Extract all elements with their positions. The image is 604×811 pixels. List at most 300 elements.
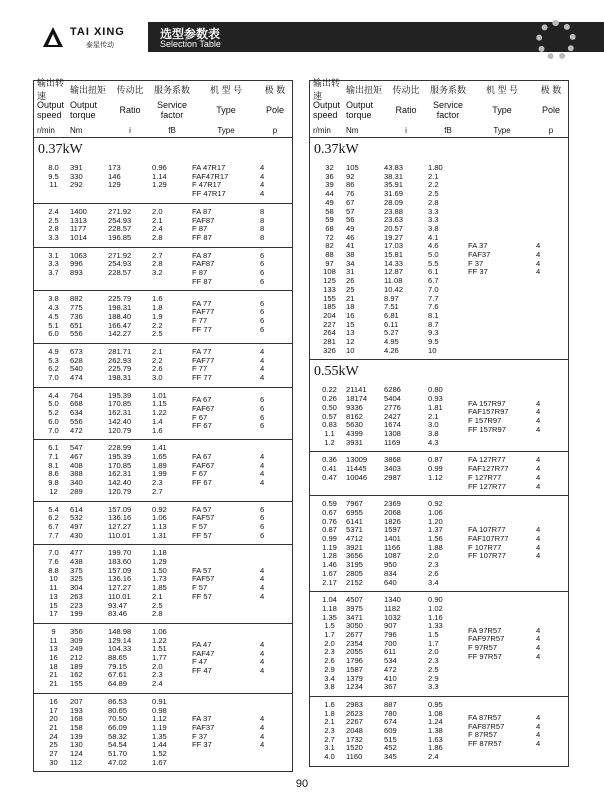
table-cell: 1.65	[152, 451, 167, 461]
table-row	[34, 759, 192, 768]
table-cell: 158	[70, 722, 83, 732]
table-cell: 408	[70, 460, 83, 470]
pole-cell: 6	[260, 504, 265, 514]
table-cell: 391	[70, 163, 83, 172]
type-cell: FF 77	[192, 373, 212, 383]
table-cell: 6.2	[48, 513, 59, 523]
table-cell: 477	[70, 548, 83, 558]
table-cell: 28.09	[384, 197, 404, 207]
table-cell: 262.93	[108, 355, 132, 365]
table-cell: 0.90	[428, 595, 443, 605]
table-cell: 2.1	[152, 346, 163, 356]
table-cell: 2.1	[428, 171, 439, 181]
table-cell: 11	[49, 583, 58, 593]
table-cell: 105	[346, 163, 359, 172]
table-cell: 2048	[346, 726, 363, 736]
pole-cell: 4	[536, 625, 541, 635]
table-cell: 271.92	[108, 250, 132, 260]
pole-cell: 4	[260, 451, 265, 461]
table-cell: 2.1	[324, 717, 335, 727]
table-cell: 21141	[346, 385, 367, 395]
pole-cell: 4	[536, 464, 541, 474]
table-cell: 3.1	[324, 743, 335, 753]
table-cell: 1826	[384, 516, 401, 526]
page-title-cn: 选型参数表	[160, 27, 221, 41]
table-cell: 1379	[346, 673, 363, 683]
table-cell: 8162	[346, 411, 363, 421]
column-header: 输出转速	[37, 78, 65, 101]
pole-cell: 4	[536, 424, 541, 434]
table-cell: 18	[346, 302, 355, 312]
column-header: fB	[168, 125, 176, 135]
table-cell: 11	[49, 180, 58, 190]
table-cell: 8.8	[48, 565, 59, 575]
row-group	[34, 291, 292, 344]
table-cell: 133	[323, 284, 336, 294]
type-cell: F 77	[192, 364, 208, 374]
table-cell: 3195	[346, 560, 363, 570]
table-cell: 356	[70, 626, 83, 636]
table-cell: 0.96	[152, 163, 167, 172]
type-cell: FA 87	[192, 250, 212, 260]
table-cell: 4.3	[428, 437, 439, 447]
table-cell: 2.5	[152, 600, 163, 610]
table-cell: 76	[346, 189, 355, 199]
pole-cell: 4	[260, 574, 265, 584]
table-cell: 173	[108, 163, 121, 172]
table-cell: 5.3	[48, 355, 59, 365]
table-cell: 18174	[346, 394, 368, 404]
table-cell: 6.1	[428, 267, 439, 277]
group-rows	[34, 164, 192, 199]
table-cell: 0.36	[322, 455, 337, 465]
table-cell: 289	[70, 486, 83, 496]
table-cell: 1.41	[152, 443, 167, 453]
table-cell: 10.42	[384, 284, 404, 294]
type-row	[192, 234, 290, 243]
table-cell: 199.70	[108, 548, 132, 558]
table-cell: 1.44	[152, 740, 167, 750]
group-rows	[34, 444, 192, 496]
section-heading: 0.55kW	[314, 364, 359, 380]
table-cell: 340	[70, 478, 83, 488]
table-cell: 11	[49, 635, 58, 645]
table-row	[34, 680, 192, 689]
table-cell: 157.09	[108, 565, 132, 575]
table-cell: 32	[325, 163, 334, 172]
table-cell: 21	[49, 722, 58, 732]
table-cell: 2.1	[152, 591, 163, 601]
table-cell: 1.9	[152, 311, 163, 321]
type-block	[468, 456, 566, 491]
table-cell: 35.91	[384, 180, 404, 190]
table-cell: 34	[346, 258, 355, 268]
table-cell: 2267	[346, 717, 363, 727]
pole-cell: 4	[260, 565, 265, 575]
table-cell: 2677	[346, 630, 363, 640]
pole-cell: 4	[536, 250, 541, 260]
pole-cell: 4	[260, 364, 265, 374]
column-header: i	[129, 125, 131, 135]
type-cell: FA 47R17	[192, 163, 226, 172]
table-cell: 2.7	[324, 734, 335, 744]
table-cell: 129.14	[108, 635, 132, 645]
table-cell: 4.5	[48, 311, 59, 321]
column-header: Service factor	[156, 100, 187, 120]
table-cell: 11.08	[384, 276, 403, 286]
table-cell: 2.2	[428, 180, 439, 190]
table-cell: 49	[325, 197, 334, 207]
column-header: 机 型 号	[209, 84, 242, 95]
table-cell: 3.7	[48, 268, 59, 278]
table-cell: 9	[51, 626, 56, 636]
table-cell: 1.24	[428, 717, 443, 727]
group-rows	[34, 698, 192, 768]
type-cell: FAF87	[192, 215, 215, 225]
pole-cell: 8	[260, 215, 265, 225]
pole-cell: 4	[260, 469, 265, 479]
table-cell: 556	[70, 329, 83, 339]
table-cell: 2.3	[152, 670, 163, 680]
table-cell: 2.4	[428, 752, 439, 762]
table-cell: 2.7	[152, 250, 163, 260]
row-group	[34, 502, 292, 546]
table-cell: 4507	[346, 595, 363, 605]
column-header: Ratio	[119, 105, 141, 115]
pole-cell: 6	[260, 324, 265, 334]
table-cell: 93.47	[108, 600, 128, 610]
table-cell: 5630	[346, 420, 363, 430]
table-cell: 30	[49, 757, 58, 767]
pole-cell: 4	[536, 267, 541, 277]
table-cell: 2.1	[428, 411, 439, 421]
table-cell: 1182	[384, 603, 401, 613]
group-rows	[310, 386, 468, 447]
pole-cell: 4	[536, 525, 541, 535]
table-cell: 67	[346, 197, 355, 207]
table-cell: 1.29	[152, 180, 167, 190]
table-cell: 142.40	[108, 416, 132, 426]
type-cell: FA 57	[192, 565, 212, 575]
table-cell: 497	[70, 521, 83, 531]
table-cell: 4.95	[384, 337, 399, 347]
table-cell: 2.3	[428, 656, 439, 666]
table-cell: 58	[325, 206, 334, 216]
table-cell: 21	[49, 679, 58, 689]
group-rows	[34, 549, 192, 619]
type-cell: FAF77	[192, 307, 215, 317]
table-cell: 1169	[384, 437, 401, 447]
type-row	[192, 479, 290, 488]
table-cell: 2.9	[324, 664, 335, 674]
table-cell: 668	[70, 399, 83, 409]
table-cell: 7.7	[428, 293, 439, 303]
type-cell: FAF57	[192, 513, 215, 523]
table-cell: 199	[70, 609, 83, 619]
group-rows	[34, 348, 192, 383]
table-cell: 0.41	[322, 464, 337, 474]
table-cell: 8.0	[48, 163, 59, 172]
table-cell: 72	[325, 232, 334, 242]
table-cell: 2.8	[152, 609, 163, 619]
table-cell: 127.27	[108, 583, 132, 593]
table-row	[310, 579, 468, 588]
pole-cell: 4	[536, 398, 541, 408]
type-row	[192, 667, 290, 676]
type-cell: FA 37	[192, 714, 212, 724]
table-cell: 39	[325, 180, 334, 190]
table-cell: 64.89	[108, 679, 128, 689]
table-cell: 7.1	[48, 451, 59, 461]
table-cell: 1087	[384, 551, 401, 561]
pole-cell: 4	[260, 180, 265, 190]
table-cell: 1.50	[152, 565, 167, 575]
table-cell: 11445	[346, 464, 367, 474]
table-cell: 1400	[70, 206, 87, 216]
type-row	[192, 326, 290, 335]
column-header: 输出扭矩	[346, 84, 383, 95]
table-cell: 1.22	[152, 408, 167, 418]
row-group	[310, 496, 568, 592]
type-cell: F 157R97	[468, 415, 502, 425]
table-cell: 3921	[346, 542, 363, 552]
table-cell: 148.98	[108, 626, 132, 636]
table-cell: 2.6	[428, 568, 439, 578]
table-cell: 1.4	[152, 416, 163, 426]
table-cell: 188.40	[108, 311, 132, 321]
table-cell: 8.1	[48, 460, 59, 470]
table-cell: 3.8	[48, 294, 59, 304]
table-cell: 736	[70, 311, 83, 321]
type-cell: F 57	[192, 521, 208, 531]
table-cell: 907	[384, 621, 397, 631]
table-cell: 6141	[346, 516, 363, 526]
type-cell: FA 47	[192, 639, 212, 649]
row-group	[34, 624, 292, 694]
table-cell: 4.26	[384, 345, 399, 355]
table-cell: 540	[70, 364, 83, 374]
table-cell: 1.6	[152, 425, 163, 435]
type-cell: F 77	[192, 316, 208, 326]
table-cell: 1160	[346, 752, 363, 762]
table-cell: 44	[325, 189, 334, 199]
table-cell: 5404	[384, 394, 401, 404]
table-cell: 0.95	[428, 699, 443, 709]
table-cell: 2.8	[428, 197, 439, 207]
pole-cell: 4	[536, 721, 541, 731]
pole-cell: 4	[260, 189, 265, 199]
pole-cell: 6	[260, 403, 265, 413]
pole-cell: 6	[260, 521, 265, 531]
table-cell: 4.0	[324, 752, 335, 762]
type-row	[468, 483, 566, 492]
table-cell: 195.39	[108, 451, 132, 461]
column-header: 机 型 号	[485, 84, 518, 95]
table-cell: 16	[346, 310, 355, 320]
table-cell: 7.0	[48, 425, 59, 435]
column-header: 传动比	[116, 84, 144, 95]
table-cell: 196.85	[108, 232, 132, 242]
type-cell: FA 77	[192, 346, 212, 356]
table-row	[34, 330, 192, 339]
pole-cell: 4	[536, 407, 541, 417]
table-cell: 1.18	[322, 603, 337, 613]
page-number: 90	[295, 778, 309, 790]
table-cell: 8.6	[48, 469, 59, 479]
type-cell: FAF37	[468, 250, 491, 260]
table-cell: 21	[346, 293, 355, 303]
table-cell: 0.67	[322, 507, 337, 517]
table-cell: 3471	[346, 612, 363, 622]
type-row	[192, 190, 290, 199]
table-cell: 281	[323, 337, 336, 347]
table-cell: 12	[49, 486, 58, 496]
table-cell: 1.89	[152, 460, 167, 470]
type-block	[468, 500, 566, 587]
table-cell: 183.60	[108, 557, 132, 567]
table-cell: 996	[70, 259, 83, 269]
table-cell: 7.6	[48, 557, 59, 567]
table-cell: 1.29	[152, 557, 167, 567]
table-cell: 13	[346, 328, 355, 338]
type-block	[468, 164, 566, 355]
type-cell: FA 67	[192, 451, 212, 461]
table-cell: 775	[70, 303, 83, 313]
type-row	[468, 740, 566, 749]
table-cell: 1.63	[428, 734, 443, 744]
table-cell: 58.32	[108, 731, 128, 741]
table-cell: 1.08	[428, 708, 443, 718]
table-cell: 4399	[346, 428, 363, 438]
pole-cell: 4	[260, 373, 265, 383]
table-cell: 9.8	[48, 478, 59, 488]
table-cell: 611	[384, 647, 397, 657]
table-cell: 9.5	[48, 171, 59, 181]
group-rows	[310, 500, 468, 587]
table-cell: 1.35	[322, 612, 337, 622]
table-cell: 1.33	[428, 621, 443, 631]
type-cell: FF 77	[192, 324, 212, 334]
table-cell: 31.69	[384, 189, 404, 199]
table-cell: 189	[70, 661, 83, 671]
column-header: Nm	[70, 125, 83, 135]
table-cell: 228.57	[108, 224, 132, 234]
table-cell: 139	[70, 731, 83, 741]
table-cell: 2805	[346, 568, 363, 578]
table-cell: 4.1	[428, 232, 439, 242]
table-cell: 1.12	[152, 714, 167, 724]
type-cell: FF 97R57	[468, 651, 502, 661]
table-row	[34, 269, 192, 278]
table-cell: 534	[384, 656, 397, 666]
table-cell: 3.0	[152, 373, 163, 383]
group-rows	[34, 628, 192, 689]
pole-cell: 4	[260, 346, 265, 356]
table-cell: 3403	[384, 464, 401, 474]
table-cell: 25	[346, 284, 355, 294]
table-cell: 6.7	[428, 276, 439, 286]
table-cell: 410	[384, 673, 397, 683]
table-cell: 9336	[346, 402, 363, 412]
table-cell: 136.16	[108, 513, 132, 523]
table-cell: 97	[325, 258, 334, 268]
pole-cell: 4	[536, 415, 541, 425]
table-cell: 185	[323, 302, 336, 312]
table-cell: 5371	[346, 525, 363, 535]
type-cell: FA 37	[468, 241, 488, 251]
table-cell: 1401	[384, 534, 401, 544]
type-block	[192, 208, 290, 243]
table-cell: 1177	[70, 224, 87, 234]
table-cell: 304	[70, 583, 83, 593]
table-cell: 2.6	[152, 364, 163, 374]
table-cell: 1.5	[428, 630, 439, 640]
table-cell: 86	[346, 180, 355, 190]
type-cell: FA 57	[192, 504, 212, 514]
type-row	[468, 268, 566, 277]
table-cell: 3.4	[324, 673, 335, 683]
table-cell: 66.09	[108, 722, 128, 732]
column-header: 极 数	[264, 84, 286, 95]
group-rows	[34, 252, 192, 287]
table-cell: 21	[49, 670, 58, 680]
table-cell: 1.19	[152, 722, 167, 732]
table-cell: 104.33	[108, 644, 132, 654]
type-cell: F 87R57	[468, 730, 498, 740]
table-cell: 3.3	[428, 682, 439, 692]
table-cell: 796	[384, 630, 397, 640]
column-header: Type	[493, 125, 511, 135]
table-cell: 3.2	[152, 268, 163, 278]
group-rows	[34, 392, 192, 436]
row-group	[34, 440, 292, 501]
table-cell: 2.7	[152, 486, 163, 496]
table-cell: 0.59	[322, 499, 337, 509]
table-row	[310, 347, 468, 356]
table-cell: 1234	[346, 682, 363, 692]
table-cell: 2.2	[152, 355, 163, 365]
type-cell: FF 57	[192, 530, 212, 540]
table-cell: 1.01	[152, 390, 167, 400]
table-cell: 6286	[384, 385, 401, 395]
table-cell: 1.06	[428, 507, 443, 517]
row-group	[34, 344, 292, 388]
table-cell: 15.81	[384, 250, 404, 260]
type-cell: FA 127R77	[468, 455, 506, 465]
table-cell: 9.3	[428, 328, 439, 338]
type-cell: FA 157R97	[468, 398, 506, 408]
table-cell: 1.8	[152, 303, 163, 313]
pole-cell: 4	[260, 648, 265, 658]
type-cell: FF 37	[468, 267, 488, 277]
type-cell: F 37	[468, 258, 484, 268]
table-cell: 0.47	[322, 472, 337, 482]
table-cell: 281.71	[108, 346, 132, 356]
table-cell: 16	[49, 696, 58, 706]
table-cell: 3975	[346, 603, 363, 613]
table-cell: 2.0	[152, 206, 163, 216]
table-cell: 1.8	[324, 708, 335, 718]
table-cell: 1.04	[322, 595, 337, 605]
row-group	[310, 382, 568, 452]
row-group	[310, 697, 568, 767]
table-row	[34, 532, 192, 541]
table-cell: 2.2	[152, 320, 163, 330]
table-cell: 2.9	[428, 673, 439, 683]
table-cell: 2.1	[152, 215, 163, 225]
table-cell: 1.7	[324, 630, 335, 640]
table-row	[34, 488, 192, 497]
